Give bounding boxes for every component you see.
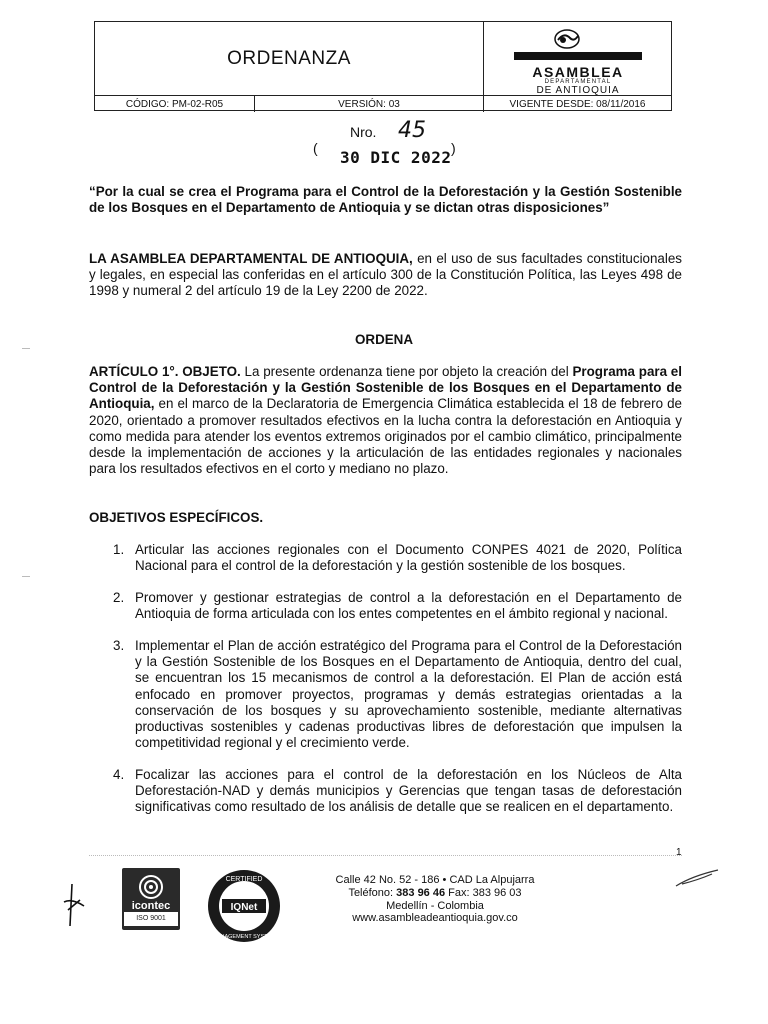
date-close-paren: ) (451, 140, 456, 156)
document-version: VERSIÓN: 03 (255, 96, 484, 112)
logo-name: ASAMBLEA (532, 64, 624, 80)
objective-text: Articular las acciones regionales con el Documento CONPES 4021 de 2020, Política Nacional para el control de la deforestación y la gestión sostenible de los bosques. (135, 542, 682, 574)
ordena-heading: ORDENA (354, 332, 414, 347)
footer-city: Medellín - Colombia (386, 899, 484, 912)
margin-scan-mark (22, 576, 30, 577)
header-meta-row (95, 95, 671, 112)
article-1-text-end: en el marco de la Declaratoria de Emergencia Climática establecida el 18 de febrero de 2020, orientado a promover resultados efectivos en la lucha contra la deforestación en Antioquia y como medida para atender los eventos extremos originados por el cambio climático, principalmente desde la implementación de acciones y la articulación de las entidades regionales y nacionales para los resultados efectivos en el corto y mediano no plazo. (89, 396, 682, 477)
footer-divider (89, 855, 682, 856)
article-1-label: ARTÍCULO 1°. OBJETO. (89, 364, 241, 379)
document-valid-from: VIGENTE DESDE: 08/11/2016 (509, 98, 646, 110)
icontec-label: icontec (131, 900, 171, 912)
ordinance-number-value: 45 (398, 118, 426, 143)
margin-signature-mark (58, 880, 92, 930)
objective-text: Focalizar las acciones para el control de la deforestación en los Núcleos de Alta Deforestación-NAD y demás municipios y Gerencias que tengan tasas de deforestación significativas como resultado de los análisis de detalle que se realicen en el departamento. (135, 767, 682, 815)
objective-number: 4. (113, 767, 125, 782)
ordinance-date-stamp: 30 DIC 2022 (340, 148, 452, 167)
document-type-title: ORDENANZA (95, 22, 484, 95)
logo-subtitle-region: DE ANTIOQUIA (536, 85, 620, 96)
footer-phone-line (300, 887, 570, 900)
initials-signature-mark (672, 866, 722, 890)
preamble-assembly-name: LA ASAMBLEA DEPARTAMENTAL DE ANTIOQUIA, (89, 251, 413, 266)
document-header (94, 21, 672, 111)
footer-contact-block (300, 874, 570, 925)
objective-item-2 (113, 590, 682, 622)
asamblea-logo (484, 22, 672, 95)
logo-subtitle: DEPARTAMENTAL (544, 79, 612, 85)
page-number: 1 (676, 847, 682, 858)
objective-text: Implementar el Plan de acción estratégico del Programa para el Control de la Deforestación y la Gestión Sostenible de los Bosques en el Departamento de Antioquia, dentro del cual, se encuentran los 15 mecanismos de control a la deforestación. El Plan de acción está enfocado en promover proyectos, programas y demás estrategias orientadas a la conservación de los bosques y su aprovechamiento sostenible, mediante alternativas productivas sostenibles y cadenas productivas libres de deforestación que impulsen la competitividad regional y el crecimiento verde. (135, 638, 682, 751)
logo-bar (514, 52, 642, 60)
preamble-text: en el uso de sus facultades constitucionales y legales, en especial las conferidas en el artículo 300 de la Constitución Política, las Leyes 498 de 1998 y numeral 2 del artículo 19 de la Ley 2200 de 2022. (89, 251, 682, 299)
objective-item-3 (113, 638, 682, 751)
footer-address: Calle 42 No. 52 - 186 • CAD La Alpujarra (335, 874, 535, 886)
footer-phone-label: Teléfono: (348, 886, 394, 899)
iqnet-label: IQNet (230, 902, 258, 913)
ordinance-title: “Por la cual se crea el Programa para el Control de la Deforestación y la Gestión Sostenible de los Bosques en el Departamento de Antioquia y se dictan otras disposiciones” (89, 184, 682, 216)
objective-item-4 (113, 767, 682, 816)
iqnet-certified-seal-icon (206, 868, 282, 944)
margin-scan-mark (22, 348, 30, 349)
article-1-paragraph (89, 364, 682, 477)
footer-phone: 383 96 46 (396, 886, 446, 899)
iso-label: ISO 9001 (124, 912, 178, 926)
date-open-paren: ( (313, 140, 318, 156)
svg-text:CERTIFIED: CERTIFIED (225, 876, 263, 883)
objective-item-1 (113, 542, 682, 574)
article-1-text-start: La presente ordenanza tiene por objeto la creación del (240, 364, 573, 379)
objective-number: 2. (113, 590, 125, 605)
ordinance-number-label: Nro. (350, 124, 377, 140)
objective-number: 1. (113, 542, 125, 557)
document-code: CÓDIGO: PM-02-R05 (95, 96, 255, 112)
objectives-heading: OBJETIVOS ESPECÍFICOS. (89, 510, 264, 525)
preamble-paragraph (89, 251, 682, 300)
svg-text:MANAGEMENT SYSTEM: MANAGEMENT SYSTEM (212, 934, 276, 940)
footer-website: www.asambleadeantioquia.gov.co (352, 912, 518, 925)
footer-fax: Fax: 383 96 03 (448, 886, 522, 899)
icontec-emblem-icon (138, 874, 164, 900)
article-1-program-name: Programa para el Control de la Deforestación y la Gestión Sostenible de los Bosques en el Departamento de Antioquia, (89, 364, 682, 412)
objective-text: Promover y gestionar estrategias de control a la deforestación en el Departamento de Antioquia de forma articulada con los entes competentes en el ámbito regional y nacional. (135, 590, 682, 622)
asamblea-emblem-icon (552, 28, 582, 50)
objective-number: 3. (113, 638, 125, 653)
